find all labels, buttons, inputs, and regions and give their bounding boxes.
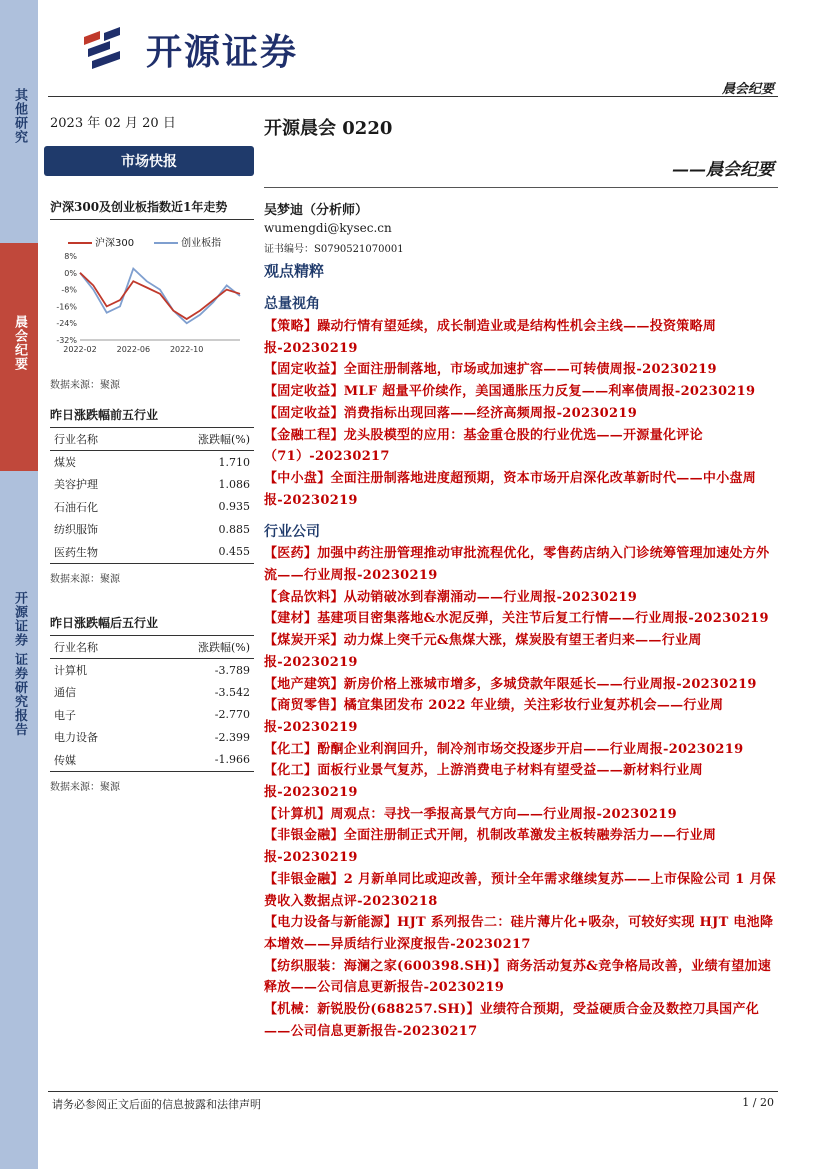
analyst-name: 吴梦迪（分析师） <box>264 203 369 218</box>
section-heading-main: 观点精粹 <box>264 262 325 280</box>
table-row: 美容护理 1.086 <box>54 477 250 492</box>
report-link-item[interactable]: 【商贸零售】橘宜集团发布 2022 年业绩，关注彩妆行业复苏机会——行业周报-20230219 <box>264 698 724 735</box>
table-header: 行业名称 涨跌幅(%) <box>50 636 254 659</box>
report-link-item[interactable]: 【煤炭开采】动力煤上突千元&焦煤大涨，煤炭股有望王者归来——行业周报-20230219 <box>264 633 702 670</box>
legend-item-chinext: 创业板指 <box>154 234 221 249</box>
x-tick-label: 2022-10 <box>169 345 204 354</box>
top5-table <box>50 428 254 564</box>
bottom5-section <box>50 614 254 793</box>
report-link-item[interactable]: 【化工】酚酮企业利润回升，制冷剂市场交投逐步开启——行业周报-20230219 <box>264 741 744 757</box>
series-line <box>80 269 240 324</box>
series-line <box>80 273 240 319</box>
brand-mark-icon <box>80 27 138 73</box>
y-tick-label: -24% <box>56 319 77 329</box>
top5-source: 数据来源：聚源 <box>50 573 120 585</box>
section-heading-macro: 总量视角 <box>264 296 320 312</box>
bottom5-title: 昨日涨跌幅后五行业 <box>50 616 159 630</box>
table-row: 计算机 -3.789 <box>54 663 250 677</box>
report-link-item[interactable]: 【地产建筑】新房价格上涨城市增多，多城贷款年限延长——行业周报-20230219 <box>264 676 757 692</box>
chart-source: 数据来源：聚源 <box>50 380 120 391</box>
report-link-item[interactable]: 【策略】躁动行情有望延续，成长制造业或是结构性机会主线——投资策略周报-20230219 <box>264 319 717 356</box>
report-date: 2023 年 02 月 20 日 <box>50 116 176 131</box>
top5-title: 昨日涨跌幅前五行业 <box>50 408 159 422</box>
report-link-item[interactable]: 【建材】基建项目密集落地&水泥反弹，关注节后复工行情——行业周报-20230219 <box>264 611 769 627</box>
side-strip-middle: 晨会纪要 <box>0 243 38 471</box>
table-row: 石油石化 0.935 <box>54 500 250 514</box>
report-link-item[interactable]: 【固定收益】全面注册制落地，市场或加速扩容——可转债周报-20230219 <box>264 362 717 378</box>
header-divider <box>48 96 778 97</box>
footer-disclaimer: 请务必参阅正文后面的信息披露和法律声明 <box>52 1098 261 1111</box>
side-strip-bottom: 开源证券 证券研究报告 <box>0 471 38 1169</box>
page-subtitle: ——晨会纪要 <box>672 160 774 180</box>
footer-divider <box>48 1091 778 1092</box>
y-tick-label: -8% <box>61 285 77 295</box>
table-header: 行业名称 涨跌幅(%) <box>50 428 254 451</box>
report-link-item[interactable]: 【非银金融】全面注册制正式开闸，机制改革激发主板转融券活力——行业周报-20230219 <box>264 828 717 866</box>
index-chart <box>50 222 254 372</box>
section-heading-industry: 行业公司 <box>264 524 320 541</box>
bottom5-table <box>50 636 254 772</box>
report-link-item[interactable]: 【机械：新锐股份(688257.SH)】业绩符合预期，受益硬质合金及数控刀具国产化——公司信息更新报告-20230217 <box>264 1002 760 1039</box>
report-link-item[interactable]: 【固定收益】MLF 超量平价续作，美国通胀压力反复——利率债周报-20230219 <box>264 384 756 400</box>
brand-name: 开源证券 <box>146 32 299 73</box>
x-tick-label: 2022-06 <box>116 345 151 354</box>
report-link-item[interactable]: 【纺织服装：海澜之家(600398.SH)】商务活动复苏&竞争格局改善，业绩有望加速释放——公司信息更新报告-20230219 <box>264 958 772 996</box>
analyst-cert: 证书编号：S0790521070001 <box>264 244 404 255</box>
side-strip <box>0 0 38 1169</box>
main-content <box>264 260 778 1043</box>
table-row: 煤炭 1.710 <box>54 455 250 469</box>
y-tick-label: 0% <box>64 268 77 278</box>
report-link-item[interactable]: 【计算机】周观点：寻找一季报高景气方向——行业周报-20230219 <box>264 806 677 822</box>
header-label: 晨会纪要 <box>721 82 774 97</box>
table-row: 纺织服饰 0.885 <box>54 522 250 537</box>
page-number: 1 / 20 <box>742 1096 774 1109</box>
chart-legend <box>68 234 221 249</box>
title-divider <box>264 187 778 188</box>
report-link-item[interactable]: 【中小盘】全面注册制落地进度超预期，资本市场开启深化改革新时代——中小盘周报-20230219 <box>264 470 757 508</box>
chart-header <box>50 198 254 220</box>
macro-list <box>264 316 778 511</box>
table-row: 医药生物 0.455 <box>50 541 254 564</box>
report-link-item[interactable]: 【食品饮料】从动销破冰到春潮涌动——行业周报-20230219 <box>264 589 638 605</box>
report-link-item[interactable]: 【医药】加强中药注册管理推动审批流程优化，零售药店纳入门诊统筹管理加速处方外流——行业周报-20230219 <box>264 546 770 584</box>
table-row: 通信 -3.542 <box>54 685 250 700</box>
y-tick-label: -32% <box>56 336 77 345</box>
report-link-item[interactable]: 【金融工程】龙头股模型的应用：基金重仓股的行业优选——开源量化评论（71）-20230217 <box>264 427 703 465</box>
report-link-item[interactable]: 【固定收益】消费指标出现回落——经济高频周报-20230219 <box>264 405 638 421</box>
brand-logo <box>80 24 298 75</box>
legend-item-hs300: 沪深300 <box>68 234 134 249</box>
x-tick-label: 2022-02 <box>63 345 97 354</box>
bottom5-source: 数据来源：聚源 <box>50 781 120 793</box>
table-row: 电力设备 -2.399 <box>54 730 250 745</box>
report-link-item[interactable]: 【电力设备与新能源】HJT 系列报告二：硅片薄片化+吸杂，可较好实现 HJT 电池降本增效——异质结行业深度报告-20230217 <box>264 915 774 952</box>
y-tick-label: -16% <box>56 302 77 312</box>
top5-section <box>50 406 254 585</box>
analyst-email[interactable]: wumengdi@kysec.cn <box>264 221 392 235</box>
chart-title: 沪深300及创业板指数近1年走势 <box>50 200 228 214</box>
side-strip-top: 其他研究 <box>0 0 38 243</box>
table-row: 电子 -2.770 <box>54 708 250 722</box>
industry-list <box>264 543 778 1042</box>
report-link-item[interactable]: 【化工】面板行业景气复苏，上游消费电子材料有望受益——新材料行业周报-20230219 <box>264 763 703 801</box>
y-tick-label: 8% <box>64 252 77 261</box>
report-type-badge: 市场快报 <box>44 146 254 176</box>
table-row: 传媒 -1.966 <box>50 749 254 772</box>
report-link-item[interactable]: 【非银金融】2 月新单同比或迎改善，预计全年需求继续复苏——上市保险公司 1 月保费收入数据点评-20230218 <box>264 871 776 909</box>
page-title: 开源晨会 0220 <box>264 118 393 139</box>
